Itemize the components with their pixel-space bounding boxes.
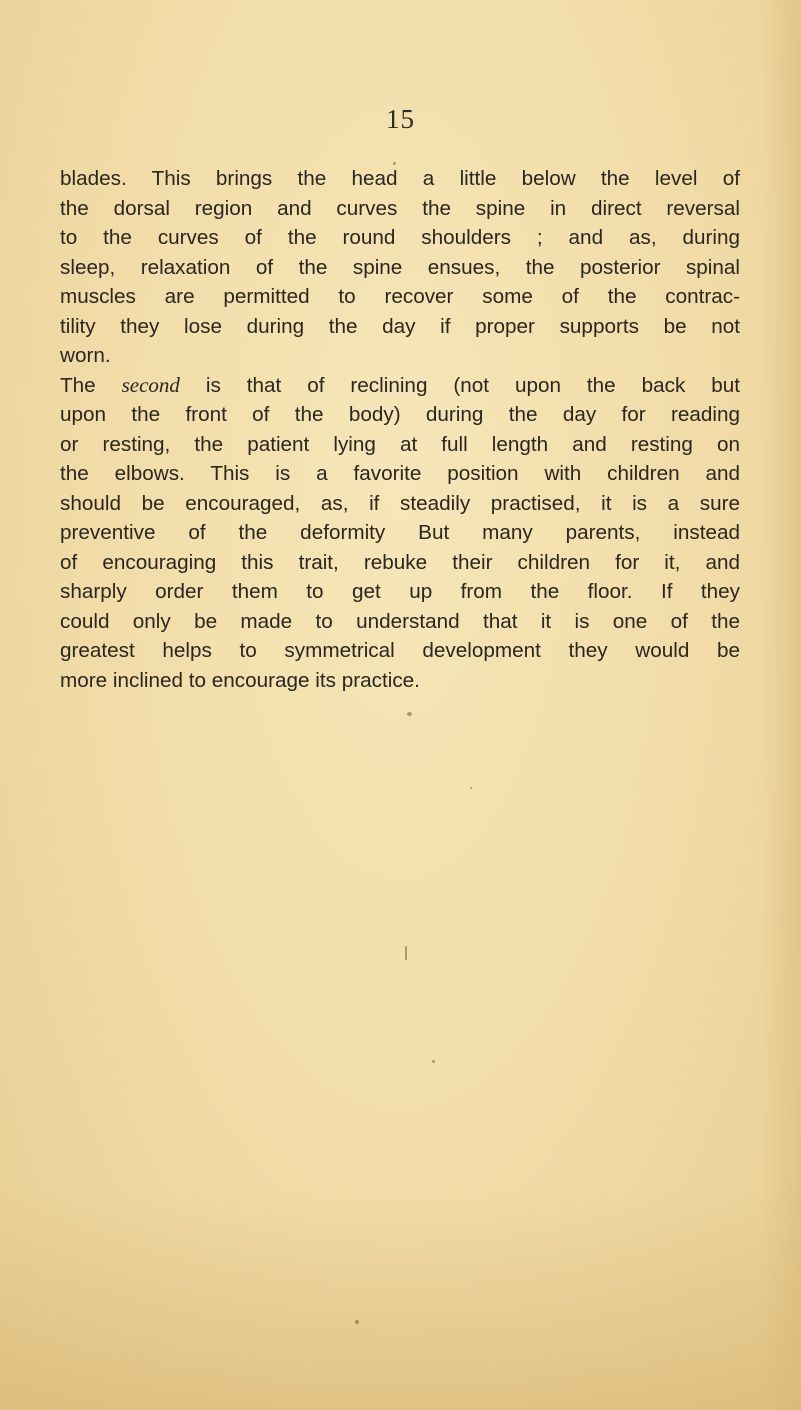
text-line: sharply order them to get up from the floor. If they [60,580,740,603]
text-line: the elbows. This is a favorite position with children and [60,462,740,485]
ink-speck [405,946,407,960]
text-line: blades. This brings the head a little below the level of [60,167,740,190]
text-line: muscles are permitted to recover some of the contrac- [60,285,740,308]
emphasis-word: second [121,372,180,397]
ink-speck [407,712,412,716]
page-number: 15 [386,104,415,134]
lead-word: The [60,373,96,397]
text-line: the dorsal region and curves the spine in direct reversal [60,196,740,220]
text-line: could only be made to understand that it is one of the [60,609,740,633]
paragraph-opening-line [60,371,740,401]
text-line: or resting, the patient lying at full length and resting on [60,432,740,456]
text-line: more inclined to encourage its practice. [60,668,420,692]
ink-speck [393,162,396,165]
text-line: greatest helps to symmetrical development they would be [60,639,740,662]
ink-speck [432,1060,435,1063]
text-line: worn. [60,344,111,367]
opening-rest: is that of reclining (not upon the back but [205,373,741,397]
text-line: tility they lose during the day if proper supports be not [60,314,740,338]
text-line: preventive of the deformity But many parents, instead [60,521,740,544]
body-text [60,164,740,695]
page-stain [0,1190,801,1410]
page-edge-shading [761,0,801,1410]
text-line: upon the front of the body) during the day for reading [60,403,740,426]
text-line: to the curves of the round shoulders ; and as, during [60,226,740,249]
text-line: of encouraging this trait, rebuke their children for it, and [60,550,740,574]
text-line: should be encouraged, as, if steadily practised, it is a sure [60,491,740,515]
ink-speck [470,787,472,789]
text-line: sleep, relaxation of the spine ensues, the posterior spinal [60,255,740,279]
ink-speck [355,1320,359,1324]
